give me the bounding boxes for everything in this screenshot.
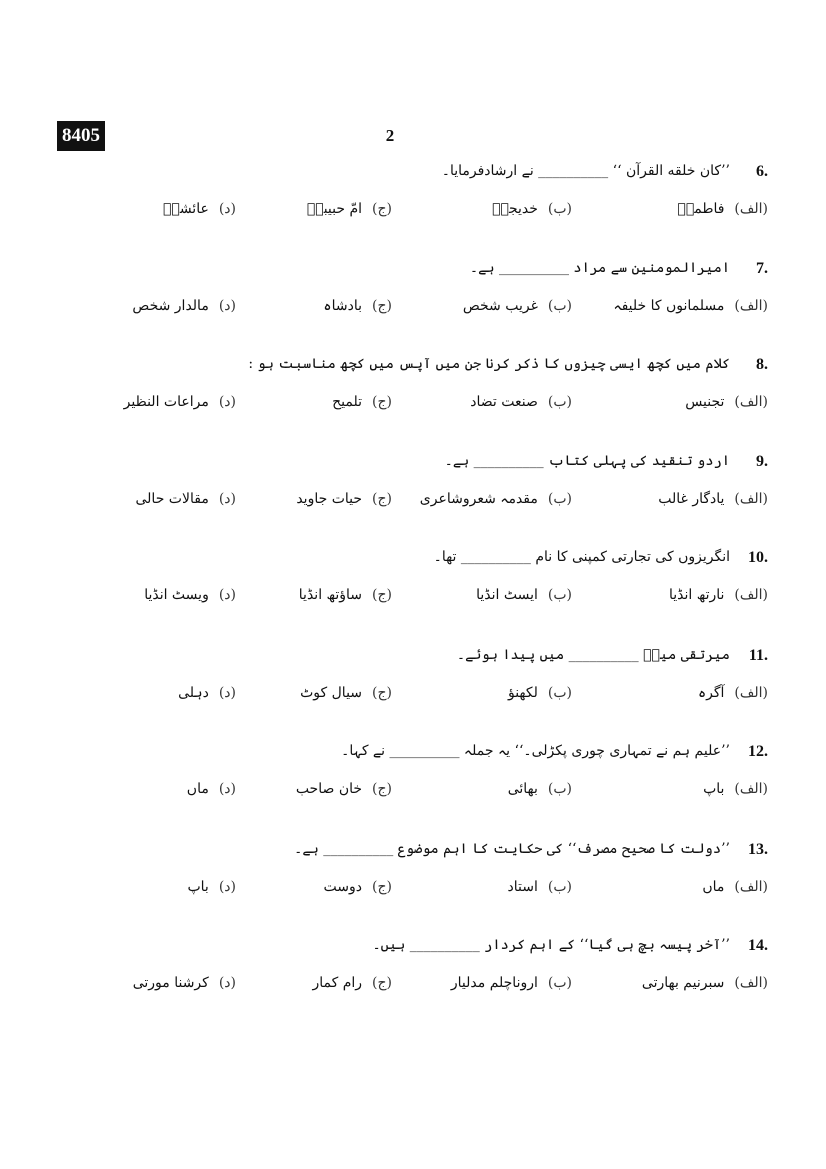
option-text: خان صاحب: [295, 781, 363, 797]
option-b: [476, 587, 572, 603]
option-text: خدیجہؓ: [492, 201, 538, 217]
option-text: نارتھ انڈیا: [669, 587, 725, 603]
option-text: آگرہ: [697, 685, 725, 701]
option-d: [124, 394, 236, 410]
option-a: [669, 587, 768, 603]
option-label: (ج): [372, 685, 392, 701]
question-text: انگریزوں کی تجارتی کمپنی کا نام __________ تھا۔: [433, 549, 730, 565]
option-text: فاطمہؓ: [677, 201, 725, 217]
option-b: [470, 394, 572, 410]
option-label: (د): [218, 879, 236, 895]
question-9: [100, 453, 768, 533]
question-text: ’’کان خلقه القرآن ‘‘ __________ نے ارشادفرمایا۔: [441, 163, 730, 179]
option-b: [508, 685, 572, 701]
option-c: [299, 587, 392, 603]
option-a: [677, 201, 768, 217]
question-10: [100, 549, 768, 629]
option-text: صنعت تضاد: [470, 394, 538, 410]
question-number: 6.: [756, 163, 768, 180]
option-label: (ج): [372, 394, 392, 410]
option-d: [187, 879, 236, 895]
question-7: [100, 260, 768, 340]
option-b: [420, 491, 572, 507]
question-number: 9.: [756, 453, 768, 470]
option-text: مراعات النظیر: [123, 394, 209, 410]
option-text: ماں: [186, 781, 209, 797]
question-text: میرتقی میرؔ __________ میں پیدا ہوئے۔: [456, 647, 730, 663]
question-number: 11.: [748, 647, 768, 664]
option-b: [463, 298, 572, 314]
question-text: ’’علیم ہم نے تمہاری چوری پکڑلی۔‘‘ یہ جملہ __________ نے کہا۔: [341, 743, 730, 759]
option-label: (ب): [547, 394, 572, 410]
option-c: [300, 685, 392, 701]
option-a: [702, 879, 768, 895]
option-label: (ب): [547, 879, 572, 895]
option-text: لکھنؤ: [507, 685, 538, 701]
question-text: کلام میں کچھ ایسی چیزوں کا ذکر کرنا جن میں آپس میں کچھ مناسبت ہو :: [248, 356, 730, 372]
option-c: [332, 394, 392, 410]
page-number: 2: [385, 126, 395, 145]
option-text: اروناچلم مدلیار: [450, 975, 538, 991]
option-d: [163, 201, 236, 217]
option-label: (الف): [734, 587, 768, 603]
question-8: [100, 356, 768, 436]
option-text: ساؤتھ انڈیا: [298, 587, 363, 603]
option-text: مسلمانوں کا خلیفہ: [613, 298, 725, 314]
option-d: [136, 491, 237, 507]
question-13: [100, 841, 768, 921]
option-text: امّ حبیبہؓ: [306, 201, 363, 217]
option-a: [703, 781, 768, 797]
question-number: 12.: [748, 743, 768, 760]
option-label: (ب): [547, 587, 572, 603]
option-text: مالدار شخص: [132, 298, 209, 314]
option-label: (د): [218, 298, 236, 314]
option-text: بھائی: [507, 781, 538, 797]
option-c: [323, 298, 392, 314]
option-label: (د): [218, 394, 236, 410]
option-a: [685, 394, 768, 410]
option-label: (ج): [372, 587, 392, 603]
option-text: عائشہؓ: [163, 201, 209, 217]
option-text: غریب شخص: [462, 298, 538, 314]
question-number: 7.: [756, 260, 768, 277]
option-label: (ج): [372, 201, 392, 217]
option-label: (ب): [547, 298, 572, 314]
question-6: [100, 163, 768, 243]
option-label: (الف): [734, 685, 768, 701]
option-c: [324, 879, 392, 895]
option-label: (ج): [372, 879, 392, 895]
option-label: (الف): [734, 394, 768, 410]
option-b: [508, 879, 572, 895]
question-text: اردو تنقید کی پہلی کتاب __________ ہے۔: [444, 453, 730, 469]
option-text: سیال کوٹ: [300, 685, 363, 701]
option-label: (الف): [734, 298, 768, 314]
question-number: 10.: [748, 549, 768, 566]
question-14: [100, 937, 768, 1017]
option-c: [312, 975, 392, 991]
option-d: [133, 975, 236, 991]
option-a: [613, 298, 768, 314]
option-a: [642, 975, 768, 991]
option-label: (الف): [734, 491, 768, 507]
option-text: رام کمار: [312, 975, 363, 991]
question-text: ’’آخر پیسہ بچ ہی گیا‘‘ کے اہم کردار __________ ہیں۔: [372, 937, 730, 953]
option-text: بادشاہ: [323, 298, 363, 314]
option-label: (ب): [547, 685, 572, 701]
option-text: استاد: [507, 879, 538, 895]
option-label: (ب): [547, 201, 572, 217]
option-text: باپ: [187, 879, 209, 895]
question-number: 13.: [748, 841, 768, 858]
option-text: ایسٹ انڈیا: [476, 587, 538, 603]
question-number: 8.: [756, 356, 768, 373]
option-text: سبرنیم بھارتی: [641, 975, 725, 991]
paper-code-badge: 8405: [57, 121, 105, 151]
option-d: [132, 298, 236, 314]
option-b: [508, 781, 572, 797]
option-text: تلمیح: [332, 394, 363, 410]
option-label: (د): [218, 685, 236, 701]
option-text: مقالات حالی: [135, 491, 209, 507]
option-label: (د): [218, 975, 236, 991]
option-label: (ج): [372, 781, 392, 797]
option-text: مقدمہ شعروشاعری: [419, 491, 538, 507]
option-b: [492, 201, 572, 217]
option-label: (ج): [372, 975, 392, 991]
option-text: ویسٹ انڈیا: [144, 587, 209, 603]
option-text: ماں: [702, 879, 725, 895]
option-d: [144, 587, 236, 603]
option-label: (د): [218, 587, 236, 603]
option-label: (ج): [372, 298, 392, 314]
option-label: (الف): [734, 781, 768, 797]
option-label: (الف): [734, 201, 768, 217]
option-text: دوست: [323, 879, 363, 895]
question-text: امیرالمومنین سے مراد __________ ہے۔: [469, 260, 730, 276]
option-label: (د): [218, 491, 236, 507]
option-label: (ب): [547, 781, 572, 797]
question-number: 14.: [748, 937, 768, 954]
option-c: [307, 201, 392, 217]
option-label: (ب): [547, 491, 572, 507]
option-label: (الف): [734, 975, 768, 991]
question-text: ’’دولت کا صحیح مصرف‘‘ کی حکایت کا اہم موضوع __________ ہے۔: [294, 841, 730, 857]
option-label: (الف): [734, 879, 768, 895]
question-12: [100, 743, 768, 823]
option-c: [296, 491, 392, 507]
option-d: [178, 685, 236, 701]
option-text: دہلی: [178, 685, 209, 701]
option-b: [451, 975, 572, 991]
option-text: یادگار غالب: [658, 491, 725, 507]
option-text: باپ: [703, 781, 725, 797]
option-label: (ج): [372, 491, 392, 507]
option-text: تجنیس: [685, 394, 725, 410]
option-c: [296, 781, 392, 797]
option-a: [698, 685, 768, 701]
option-label: (د): [218, 781, 236, 797]
question-11: [100, 647, 768, 727]
option-a: [658, 491, 768, 507]
option-label: (د): [218, 201, 236, 217]
option-text: حیات جاوید: [296, 491, 363, 507]
option-text: کرشنا مورتی: [132, 975, 209, 991]
option-label: (ب): [547, 975, 572, 991]
option-d: [187, 781, 236, 797]
